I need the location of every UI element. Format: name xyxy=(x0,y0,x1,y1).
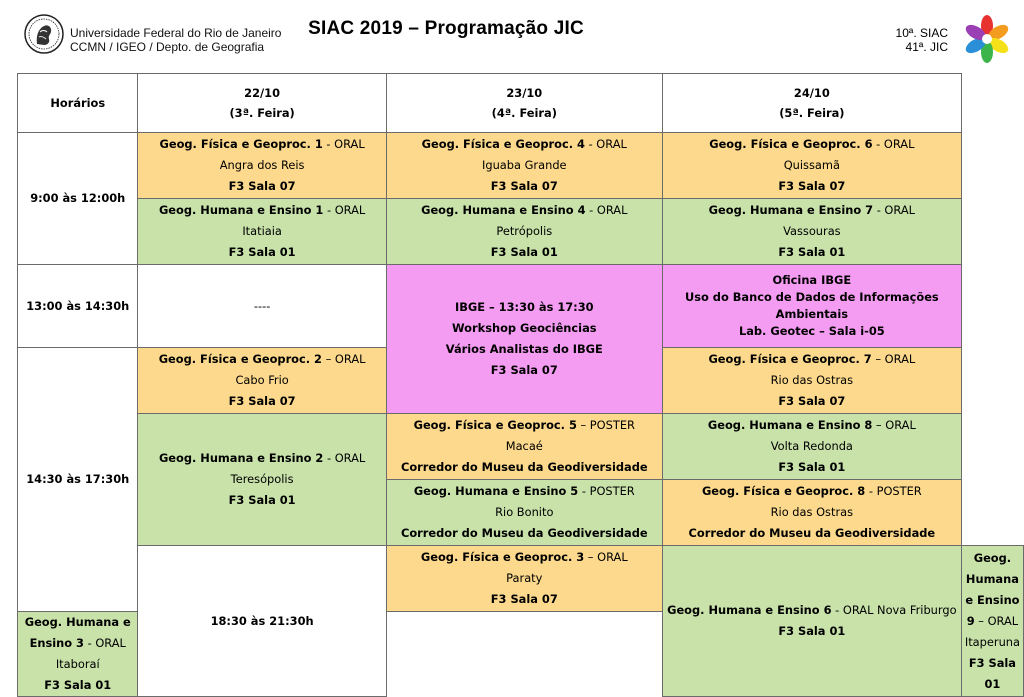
institution-name: Universidade Federal do Rio de Janeiro xyxy=(70,26,282,40)
table-row xyxy=(18,133,1024,199)
jic-edition: 41ª. JIC xyxy=(905,40,948,54)
session-cell: Geog. Humana e Ensino 2 - ORAL Teresópolis F3 Sala 01 xyxy=(138,414,386,546)
page-title: SIAC 2019 – Programação JIC xyxy=(308,18,584,39)
siac-edition: 10ª. SIAC xyxy=(895,26,948,40)
session-cell: Geog. Física e Geoproc. 4 - ORAL Iguaba Grande F3 Sala 07 xyxy=(386,133,662,199)
session-cell: Geog. Humana e Ensino 6 - ORAL Nova Friburgo F3 Sala 01 xyxy=(662,546,961,697)
time-slot-midday: 13:00 às 14:30h xyxy=(18,265,138,348)
session-cell: Geog. Humana e Ensino 9 – ORAL Itaperuna F3 Sala 01 xyxy=(961,546,1023,697)
column-header-times: Horários xyxy=(18,74,138,133)
session-cell: Geog. Física e Geoproc. 7 – ORAL Rio das Ostras F3 Sala 07 xyxy=(662,348,961,414)
session-cell: Geog. Humana e Ensino 7 - ORAL Vassouras F3 Sala 01 xyxy=(662,199,961,265)
time-slot-evening: 18:30 às 21:30h xyxy=(138,546,386,697)
time-slot-morning: 9:00 às 12:00h xyxy=(18,133,138,265)
column-header-day: 23/10 (4ª. Feira) xyxy=(386,74,662,133)
column-header-day: 24/10 (5ª. Feira) xyxy=(662,74,961,133)
session-cell: Geog. Física e Geoproc. 3 – ORAL Paraty F3 Sala 07 xyxy=(386,546,662,612)
time-slot-afternoon: 14:30 às 17:30h xyxy=(18,348,138,612)
session-cell: Geog. Humana e Ensino 3 - ORAL Itaboraí F3 Sala 01 xyxy=(18,612,138,697)
session-cell: Geog. Física e Geoproc. 2 – ORAL Cabo Frio F3 Sala 07 xyxy=(138,348,386,414)
table-row xyxy=(18,265,1024,348)
session-cell: Geog. Física e Geoproc. 6 - ORAL Quissamã F3 Sala 07 xyxy=(662,133,961,199)
session-cell: Geog. Física e Geoproc. 1 - ORAL Angra dos Reis F3 Sala 07 xyxy=(138,133,386,199)
session-cell: Geog. Humana e Ensino 4 - ORAL Petrópolis F3 Sala 01 xyxy=(386,199,662,265)
column-header-day: 22/10 (3ª. Feira) xyxy=(138,74,386,133)
ibge-workshop-cell: IBGE – 13:30 às 17:30 Workshop Geociências Vários Analistas do IBGE F3 Sala 07 xyxy=(386,265,662,414)
session-cell: Geog. Humana e Ensino 1 - ORAL Itatiaia F3 Sala 01 xyxy=(138,199,386,265)
empty-cell: ---- xyxy=(138,265,386,348)
edition-info xyxy=(896,26,948,54)
schedule-table xyxy=(17,73,1024,697)
table-header-row xyxy=(18,74,1024,133)
table-row xyxy=(18,414,1024,480)
page-header xyxy=(0,0,1024,72)
session-cell: Geog. Humana e Ensino 5 - POSTER Rio Bonito Corredor do Museu da Geodiversidade xyxy=(386,480,662,546)
session-cell: Geog. Física e Geoproc. 8 - POSTER Rio das Ostras Corredor do Museu da Geodiversidade xyxy=(662,480,961,546)
department-name: CCMN / IGEO / Depto. de Geografia xyxy=(70,40,265,54)
ibge-oficina-cell: Oficina IBGE Uso do Banco de Dados de Informações Ambientais Lab. Geotec – Sala i-05 xyxy=(662,265,961,348)
siac-hands-logo-icon xyxy=(960,14,1014,64)
table-row xyxy=(18,199,1024,265)
session-cell: Geog. Humana e Ensino 8 – ORAL Volta Redonda F3 Sala 01 xyxy=(662,414,961,480)
session-cell: Geog. Física e Geoproc. 5 – POSTER Macaé Corredor do Museu da Geodiversidade xyxy=(386,414,662,480)
table-row xyxy=(18,546,1024,612)
